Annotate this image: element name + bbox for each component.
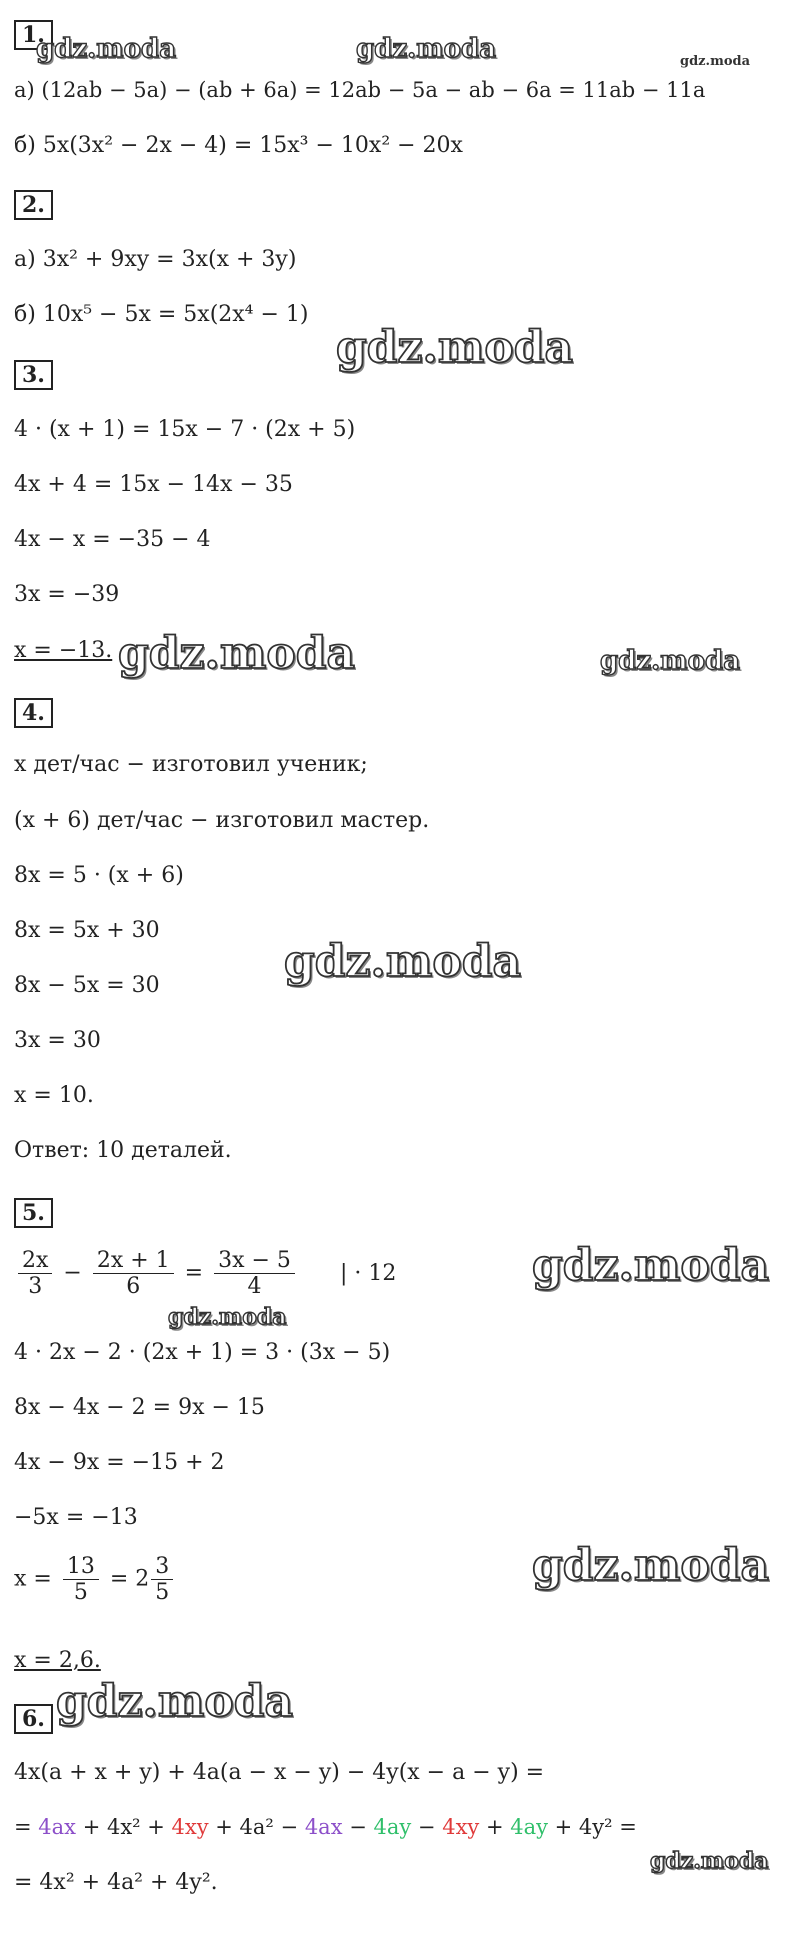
task5-line-5: −5x = −13 bbox=[14, 1505, 138, 1530]
watermark: gdz.moda bbox=[118, 628, 356, 679]
watermark: gdz.moda bbox=[36, 34, 177, 64]
term-segment: + 4a² − bbox=[208, 1815, 305, 1839]
term-segment: 4xy bbox=[171, 1815, 209, 1839]
task-number-5: 5. bbox=[14, 1198, 53, 1228]
fraction: $\frac{3}{5}$ bbox=[151, 1554, 173, 1605]
task3-line-4: 3x = −39 bbox=[14, 582, 120, 607]
watermark: gdz.moda bbox=[650, 1848, 769, 1874]
task6-line-1: 4x(a + x + y) + 4a(a − x − y) − 4y(x − a − y) = bbox=[14, 1760, 545, 1785]
task2-line-a: а) 3x² + 9xy = 3x(x + 3y) bbox=[14, 247, 297, 272]
task3-line-1: 4 · (x + 1) = 15x − 7 · (2x + 5) bbox=[14, 417, 356, 442]
watermark: gdz.moda bbox=[600, 646, 741, 676]
fraction: $\frac{2x + 1}{6}$ bbox=[93, 1248, 174, 1299]
term-segment: + 4y² = bbox=[547, 1815, 637, 1839]
task-number-2: 2. bbox=[14, 190, 53, 220]
task5-line-4: 4x − 9x = −15 + 2 bbox=[14, 1450, 225, 1475]
task6-line-2 bbox=[14, 1815, 637, 1839]
task1-line-a: а) (12ab − 5a) − (ab + 6a) = 12ab − 5a − ab − 6a = 11ab − 11a bbox=[14, 78, 706, 102]
term-segment: + bbox=[479, 1815, 511, 1839]
task3-line-3: 4x − x = −35 − 4 bbox=[14, 527, 211, 552]
task4-line-5: 8x − 5x = 30 bbox=[14, 973, 160, 998]
watermark: gdz.moda bbox=[356, 34, 497, 64]
term-segment: + 4x² + bbox=[76, 1815, 172, 1839]
task6-line-3: = 4x² + 4a² + 4y². bbox=[14, 1870, 218, 1895]
term-segment: − bbox=[342, 1815, 374, 1839]
task5-line-6: x = $\frac{13}{5}$ = 2 $\frac{3}{5}$ bbox=[14, 1554, 177, 1605]
task4-line-7: x = 10. bbox=[14, 1083, 94, 1108]
task3-line-2: 4x + 4 = 15x − 14x − 35 bbox=[14, 472, 293, 497]
watermark: gdz.moda bbox=[532, 1240, 770, 1291]
watermark: gdz.moda bbox=[532, 1540, 770, 1591]
task4-line-2: (x + 6) дет/час − изготовил мастер. bbox=[14, 808, 430, 833]
task4-line-4: 8x = 5x + 30 bbox=[14, 918, 160, 943]
task4-line-3: 8x = 5 · (x + 6) bbox=[14, 863, 184, 888]
task5-answer: x = 2,6. bbox=[14, 1648, 101, 1673]
task-number-4: 4. bbox=[14, 698, 53, 728]
task5-line-3: 8x − 4x − 2 = 9x − 15 bbox=[14, 1395, 265, 1420]
watermark: gdz.moda bbox=[284, 936, 522, 987]
task4-line-6: 3x = 30 bbox=[14, 1028, 101, 1053]
task-number-1: 1. bbox=[14, 20, 53, 50]
task5-equation: $\frac{2x}{3}$ − $\frac{2x + 1}{6}$ = $\frac{3x - 5}{4}$ | · 12 bbox=[14, 1248, 396, 1299]
task-number-6: 6. bbox=[14, 1704, 53, 1734]
task5-line-2: 4 · 2x − 2 · (2x + 1) = 3 · (3x − 5) bbox=[14, 1340, 391, 1365]
watermark: gdz.moda bbox=[680, 54, 751, 69]
watermark: gdz.moda bbox=[56, 1676, 294, 1727]
task1-line-b: б) 5x(3x² − 2x − 4) = 15x³ − 10x² − 20x bbox=[14, 133, 463, 158]
task4-answer: Ответ: 10 деталей. bbox=[14, 1138, 232, 1163]
watermark: gdz.moda bbox=[168, 1304, 287, 1330]
term-segment: 4ax bbox=[38, 1815, 77, 1839]
term-segment: 4ay bbox=[510, 1815, 548, 1839]
term-segment: − bbox=[411, 1815, 443, 1839]
task-number-3: 3. bbox=[14, 360, 53, 390]
fraction: $\frac{2x}{3}$ bbox=[18, 1248, 52, 1299]
task2-line-b: б) 10x⁵ − 5x = 5x(2x⁴ − 1) bbox=[14, 302, 309, 327]
term-segment: 4xy bbox=[442, 1815, 480, 1839]
term-segment: 4ay bbox=[373, 1815, 412, 1839]
term-segment: = bbox=[14, 1815, 39, 1839]
watermark: gdz.moda bbox=[336, 322, 574, 373]
task4-line-1: x дет/час − изготовил ученик; bbox=[14, 752, 368, 777]
fraction: $\frac{3x - 5}{4}$ bbox=[214, 1248, 295, 1299]
term-segment: 4ax bbox=[304, 1815, 343, 1839]
task3-answer: x = −13. bbox=[14, 638, 113, 663]
fraction: $\frac{13}{5}$ bbox=[63, 1554, 99, 1605]
